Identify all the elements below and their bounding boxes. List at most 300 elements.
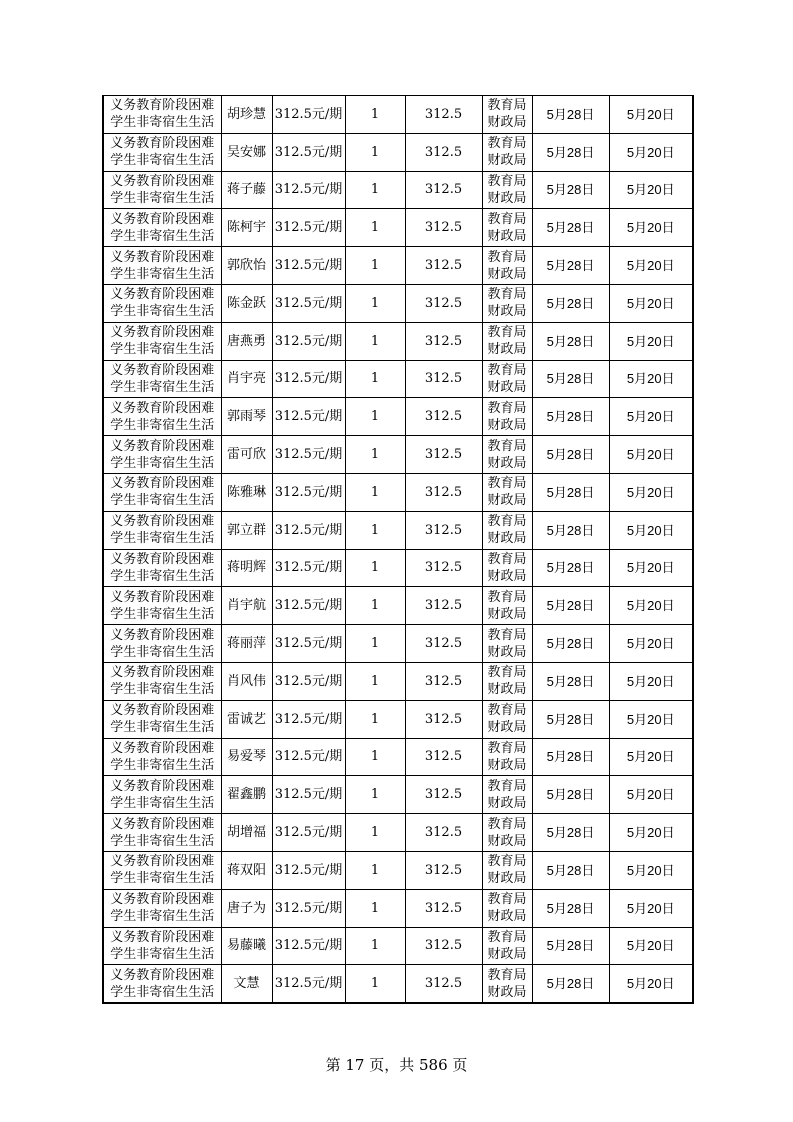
department-line1: 教育局 (487, 438, 527, 454)
quantity-cell: 1 (345, 511, 405, 549)
standard-cell: 312.5元/期 (272, 436, 345, 474)
student-name-cell: 唐子为 (221, 889, 272, 927)
department-line2: 财政局 (487, 720, 527, 736)
quantity-cell: 1 (345, 965, 405, 1003)
department-line2: 财政局 (487, 304, 527, 320)
date-cell-1: 5月28日 (532, 398, 609, 436)
subsidy-item-line2: 学生非寄宿生生活 (110, 531, 215, 547)
amount-cell: 312.5 (405, 851, 482, 889)
student-name-cell: 郭立群 (221, 511, 272, 549)
standard-cell: 312.5元/期 (272, 322, 345, 360)
subsidy-item-cell (103, 209, 221, 247)
table-row (103, 587, 693, 625)
student-name-cell: 雷诚艺 (221, 700, 272, 738)
department-line1: 教育局 (487, 136, 527, 152)
date-cell-2: 5月20日 (609, 209, 693, 247)
department-line1: 教育局 (487, 514, 527, 530)
quantity-cell: 1 (345, 171, 405, 209)
standard-cell: 312.5元/期 (272, 738, 345, 776)
table-row (103, 700, 693, 738)
amount-cell: 312.5 (405, 360, 482, 398)
department-cell (482, 398, 532, 436)
table-row (103, 625, 693, 663)
quantity-cell: 1 (345, 851, 405, 889)
department-line1: 教育局 (487, 967, 527, 983)
subsidy-item-line2: 学生非寄宿生生活 (110, 946, 215, 962)
department-cell (482, 851, 532, 889)
department-line2: 财政局 (487, 606, 527, 622)
amount-cell: 312.5 (405, 814, 482, 852)
date-cell-2: 5月20日 (609, 851, 693, 889)
department-cell (482, 549, 532, 587)
department-line1: 教育局 (487, 249, 527, 265)
standard-cell: 312.5元/期 (272, 133, 345, 171)
standard-cell: 312.5元/期 (272, 851, 345, 889)
date-cell-1: 5月28日 (532, 360, 609, 398)
subsidy-item-line2: 学生非寄宿生生活 (110, 304, 215, 320)
department-line2: 财政局 (487, 228, 527, 244)
subsidy-item-cell (103, 171, 221, 209)
student-name-cell: 翟鑫鹏 (221, 776, 272, 814)
student-name-cell: 肖风伟 (221, 662, 272, 700)
amount-cell: 312.5 (405, 473, 482, 511)
department-line2: 财政局 (487, 644, 527, 660)
department-line2: 财政局 (487, 342, 527, 358)
subsidy-item-line2: 学生非寄宿生生活 (110, 493, 215, 509)
student-name-cell: 易藤曦 (221, 927, 272, 965)
subsidy-item-line1: 义务教育阶段困难 (110, 665, 215, 681)
subsidy-item-line2: 学生非寄宿生生活 (110, 606, 215, 622)
date-cell-1: 5月28日 (532, 776, 609, 814)
amount-cell: 312.5 (405, 511, 482, 549)
department-cell (482, 360, 532, 398)
student-name-cell: 陈柯宇 (221, 209, 272, 247)
standard-cell: 312.5元/期 (272, 625, 345, 663)
table-row (103, 284, 693, 322)
department-cell (482, 322, 532, 360)
standard-cell: 312.5元/期 (272, 814, 345, 852)
standard-cell: 312.5元/期 (272, 700, 345, 738)
department-line1: 教育局 (487, 173, 527, 189)
date-cell-2: 5月20日 (609, 360, 693, 398)
quantity-cell: 1 (345, 662, 405, 700)
subsidy-item-line2: 学生非寄宿生生活 (110, 228, 215, 244)
quantity-cell: 1 (345, 398, 405, 436)
table-row (103, 360, 693, 398)
subsidy-item-line1: 义务教育阶段困难 (110, 98, 215, 114)
department-line2: 财政局 (487, 115, 527, 131)
subsidy-item-cell (103, 889, 221, 927)
department-cell (482, 436, 532, 474)
amount-cell: 312.5 (405, 587, 482, 625)
department-cell (482, 814, 532, 852)
table-row (103, 814, 693, 852)
quantity-cell: 1 (345, 96, 405, 134)
department-line1: 教育局 (487, 778, 527, 794)
department-line1: 教育局 (487, 665, 527, 681)
department-line2: 财政局 (487, 946, 527, 962)
department-cell (482, 133, 532, 171)
standard-cell: 312.5元/期 (272, 662, 345, 700)
subsidy-item-line1: 义务教育阶段困难 (110, 476, 215, 492)
subsidy-item-line2: 学生非寄宿生生活 (110, 342, 215, 358)
amount-cell: 312.5 (405, 965, 482, 1003)
date-cell-2: 5月20日 (609, 549, 693, 587)
subsidy-item-line1: 义务教育阶段困难 (110, 892, 215, 908)
date-cell-1: 5月28日 (532, 700, 609, 738)
standard-cell: 312.5元/期 (272, 209, 345, 247)
department-cell (482, 511, 532, 549)
date-cell-1: 5月28日 (532, 96, 609, 134)
table-row (103, 511, 693, 549)
student-name-cell: 胡珍慧 (221, 96, 272, 134)
date-cell-1: 5月28日 (532, 662, 609, 700)
subsidy-item-line1: 义务教育阶段困难 (110, 854, 215, 870)
table-row (103, 889, 693, 927)
amount-cell: 312.5 (405, 96, 482, 134)
date-cell-1: 5月28日 (532, 511, 609, 549)
subsidy-item-cell (103, 738, 221, 776)
subsidy-item-cell (103, 360, 221, 398)
subsidy-item-cell (103, 700, 221, 738)
date-cell-2: 5月20日 (609, 284, 693, 322)
subsidy-item-line2: 学生非寄宿生生活 (110, 644, 215, 660)
date-cell-2: 5月20日 (609, 662, 693, 700)
table-row (103, 398, 693, 436)
date-cell-2: 5月20日 (609, 398, 693, 436)
table-row (103, 436, 693, 474)
date-cell-1: 5月28日 (532, 814, 609, 852)
date-cell-1: 5月28日 (532, 436, 609, 474)
subsidy-item-cell (103, 625, 221, 663)
student-name-cell: 吴安娜 (221, 133, 272, 171)
department-line2: 财政局 (487, 795, 527, 811)
table-row (103, 247, 693, 285)
table-row (103, 927, 693, 965)
subsidy-item-line1: 义务教育阶段困难 (110, 929, 215, 945)
amount-cell: 312.5 (405, 209, 482, 247)
date-cell-2: 5月20日 (609, 700, 693, 738)
amount-cell: 312.5 (405, 738, 482, 776)
quantity-cell: 1 (345, 322, 405, 360)
subsidy-item-cell (103, 247, 221, 285)
department-line1: 教育局 (487, 551, 527, 567)
department-line2: 财政局 (487, 909, 527, 925)
student-name-cell: 易爱琴 (221, 738, 272, 776)
date-cell-2: 5月20日 (609, 473, 693, 511)
date-cell-1: 5月28日 (532, 133, 609, 171)
date-cell-1: 5月28日 (532, 851, 609, 889)
quantity-cell: 1 (345, 473, 405, 511)
subsidy-item-line1: 义务教育阶段困难 (110, 173, 215, 189)
amount-cell: 312.5 (405, 549, 482, 587)
student-name-cell: 蒋丽萍 (221, 625, 272, 663)
quantity-cell: 1 (345, 247, 405, 285)
date-cell-2: 5月20日 (609, 927, 693, 965)
standard-cell: 312.5元/期 (272, 398, 345, 436)
date-cell-1: 5月28日 (532, 927, 609, 965)
subsidy-item-line2: 学生非寄宿生生活 (110, 833, 215, 849)
date-cell-2: 5月20日 (609, 511, 693, 549)
amount-cell: 312.5 (405, 322, 482, 360)
department-line1: 教育局 (487, 740, 527, 756)
department-line2: 财政局 (487, 190, 527, 206)
subsidy-item-line1: 义务教育阶段困难 (110, 211, 215, 227)
amount-cell: 312.5 (405, 700, 482, 738)
department-cell (482, 473, 532, 511)
quantity-cell: 1 (345, 133, 405, 171)
date-cell-1: 5月28日 (532, 738, 609, 776)
quantity-cell: 1 (345, 209, 405, 247)
department-cell (482, 209, 532, 247)
date-cell-2: 5月20日 (609, 587, 693, 625)
amount-cell: 312.5 (405, 625, 482, 663)
quantity-cell: 1 (345, 700, 405, 738)
quantity-cell: 1 (345, 927, 405, 965)
department-line1: 教育局 (487, 400, 527, 416)
amount-cell: 312.5 (405, 398, 482, 436)
subsidy-item-line2: 学生非寄宿生生活 (110, 568, 215, 584)
subsidy-item-cell (103, 814, 221, 852)
department-cell (482, 625, 532, 663)
table-row (103, 209, 693, 247)
subsidy-item-cell (103, 473, 221, 511)
amount-cell: 312.5 (405, 889, 482, 927)
department-line1: 教育局 (487, 362, 527, 378)
department-line1: 教育局 (487, 325, 527, 341)
date-cell-1: 5月28日 (532, 247, 609, 285)
department-line2: 财政局 (487, 833, 527, 849)
date-cell-1: 5月28日 (532, 625, 609, 663)
department-line1: 教育局 (487, 816, 527, 832)
subsidy-item-cell (103, 965, 221, 1003)
subsidy-item-line1: 义务教育阶段困难 (110, 551, 215, 567)
date-cell-2: 5月20日 (609, 436, 693, 474)
student-name-cell: 蒋明辉 (221, 549, 272, 587)
subsidy-item-line1: 义务教育阶段困难 (110, 400, 215, 416)
standard-cell: 312.5元/期 (272, 587, 345, 625)
amount-cell: 312.5 (405, 171, 482, 209)
quantity-cell: 1 (345, 738, 405, 776)
date-cell-1: 5月28日 (532, 209, 609, 247)
standard-cell: 312.5元/期 (272, 171, 345, 209)
table-row (103, 965, 693, 1003)
amount-cell: 312.5 (405, 662, 482, 700)
department-cell (482, 965, 532, 1003)
quantity-cell: 1 (345, 889, 405, 927)
department-cell (482, 662, 532, 700)
department-line2: 财政局 (487, 266, 527, 282)
date-cell-2: 5月20日 (609, 625, 693, 663)
date-cell-2: 5月20日 (609, 776, 693, 814)
department-cell (482, 587, 532, 625)
table-row (103, 322, 693, 360)
date-cell-1: 5月28日 (532, 587, 609, 625)
subsidy-item-cell (103, 96, 221, 134)
date-cell-2: 5月20日 (609, 247, 693, 285)
subsidy-item-line1: 义务教育阶段困难 (110, 136, 215, 152)
subsidy-item-line1: 义务教育阶段困难 (110, 703, 215, 719)
student-name-cell: 陈金跃 (221, 284, 272, 322)
subsidy-item-line1: 义务教育阶段困难 (110, 778, 215, 794)
department-cell (482, 927, 532, 965)
quantity-cell: 1 (345, 549, 405, 587)
subsidy-item-line2: 学生非寄宿生生活 (110, 379, 215, 395)
subsidy-item-cell (103, 133, 221, 171)
subsidy-item-cell (103, 436, 221, 474)
standard-cell: 312.5元/期 (272, 776, 345, 814)
student-name-cell: 陈雅琳 (221, 473, 272, 511)
subsidy-item-line2: 学生非寄宿生生活 (110, 682, 215, 698)
subsidy-item-line2: 学生非寄宿生生活 (110, 909, 215, 925)
quantity-cell: 1 (345, 814, 405, 852)
subsidy-item-line1: 义务教育阶段困难 (110, 249, 215, 265)
date-cell-2: 5月20日 (609, 133, 693, 171)
department-cell (482, 889, 532, 927)
quantity-cell: 1 (345, 284, 405, 322)
standard-cell: 312.5元/期 (272, 360, 345, 398)
department-line1: 教育局 (487, 476, 527, 492)
subsidy-item-line1: 义务教育阶段困难 (110, 740, 215, 756)
table-row (103, 776, 693, 814)
subsidy-item-line1: 义务教育阶段困难 (110, 589, 215, 605)
date-cell-1: 5月28日 (532, 889, 609, 927)
date-cell-2: 5月20日 (609, 814, 693, 852)
quantity-cell: 1 (345, 436, 405, 474)
subsidy-item-line2: 学生非寄宿生生活 (110, 871, 215, 887)
quantity-cell: 1 (345, 360, 405, 398)
table-row (103, 133, 693, 171)
subsidy-item-cell (103, 662, 221, 700)
subsidy-item-line1: 义务教育阶段困难 (110, 287, 215, 303)
student-name-cell: 蒋双阳 (221, 851, 272, 889)
date-cell-2: 5月20日 (609, 738, 693, 776)
amount-cell: 312.5 (405, 247, 482, 285)
department-line2: 财政局 (487, 417, 527, 433)
date-cell-2: 5月20日 (609, 889, 693, 927)
department-line2: 财政局 (487, 493, 527, 509)
subsidy-item-cell (103, 511, 221, 549)
date-cell-1: 5月28日 (532, 965, 609, 1003)
standard-cell: 312.5元/期 (272, 284, 345, 322)
table-row (103, 738, 693, 776)
department-cell (482, 171, 532, 209)
subsidy-item-line2: 学生非寄宿生生活 (110, 417, 215, 433)
department-cell (482, 700, 532, 738)
department-cell (482, 776, 532, 814)
subsidy-item-line1: 义务教育阶段困难 (110, 325, 215, 341)
subsidy-item-cell (103, 927, 221, 965)
table-row (103, 662, 693, 700)
table-row (103, 96, 693, 134)
department-line1: 教育局 (487, 892, 527, 908)
subsidy-item-cell (103, 322, 221, 360)
subsidy-item-line2: 学生非寄宿生生活 (110, 795, 215, 811)
date-cell-1: 5月28日 (532, 322, 609, 360)
subsidy-item-cell (103, 549, 221, 587)
standard-cell: 312.5元/期 (272, 511, 345, 549)
department-cell (482, 284, 532, 322)
student-name-cell: 肖宇航 (221, 587, 272, 625)
department-line1: 教育局 (487, 929, 527, 945)
standard-cell: 312.5元/期 (272, 247, 345, 285)
department-line2: 财政局 (487, 757, 527, 773)
department-line2: 财政局 (487, 984, 527, 1000)
table-row (103, 171, 693, 209)
amount-cell: 312.5 (405, 776, 482, 814)
student-name-cell: 胡增福 (221, 814, 272, 852)
standard-cell: 312.5元/期 (272, 965, 345, 1003)
quantity-cell: 1 (345, 625, 405, 663)
department-line1: 教育局 (487, 627, 527, 643)
subsidy-item-line1: 义务教育阶段困难 (110, 438, 215, 454)
subsidy-item-line1: 义务教育阶段困难 (110, 816, 215, 832)
subsidy-item-line1: 义务教育阶段困难 (110, 627, 215, 643)
department-line2: 财政局 (487, 455, 527, 471)
department-line1: 教育局 (487, 703, 527, 719)
student-name-cell: 雷可欣 (221, 436, 272, 474)
date-cell-1: 5月28日 (532, 171, 609, 209)
standard-cell: 312.5元/期 (272, 473, 345, 511)
department-line2: 财政局 (487, 568, 527, 584)
standard-cell: 312.5元/期 (272, 96, 345, 134)
student-name-cell: 郭雨琴 (221, 398, 272, 436)
amount-cell: 312.5 (405, 927, 482, 965)
subsidy-item-cell (103, 284, 221, 322)
table-row (103, 473, 693, 511)
table-body (103, 96, 693, 1004)
department-line1: 教育局 (487, 589, 527, 605)
date-cell-2: 5月20日 (609, 322, 693, 360)
subsidy-item-line2: 学生非寄宿生生活 (110, 720, 215, 736)
department-line2: 财政局 (487, 682, 527, 698)
subsidy-item-line2: 学生非寄宿生生活 (110, 757, 215, 773)
date-cell-1: 5月28日 (532, 549, 609, 587)
date-cell-2: 5月20日 (609, 96, 693, 134)
table-row (103, 549, 693, 587)
student-name-cell: 唐燕勇 (221, 322, 272, 360)
department-cell (482, 247, 532, 285)
subsidy-item-line2: 学生非寄宿生生活 (110, 115, 215, 131)
subsidy-item-line1: 义务教育阶段困难 (110, 362, 215, 378)
student-name-cell: 蒋子藤 (221, 171, 272, 209)
date-cell-2: 5月20日 (609, 171, 693, 209)
department-line2: 财政局 (487, 379, 527, 395)
department-line2: 财政局 (487, 153, 527, 169)
quantity-cell: 1 (345, 776, 405, 814)
department-line2: 财政局 (487, 871, 527, 887)
department-line1: 教育局 (487, 98, 527, 114)
subsidy-item-line2: 学生非寄宿生生活 (110, 266, 215, 282)
subsidy-item-line1: 义务教育阶段困难 (110, 967, 215, 983)
standard-cell: 312.5元/期 (272, 549, 345, 587)
department-cell (482, 738, 532, 776)
table-row (103, 851, 693, 889)
subsidy-item-line2: 学生非寄宿生生活 (110, 455, 215, 471)
subsidy-item-cell (103, 776, 221, 814)
date-cell-1: 5月28日 (532, 473, 609, 511)
student-name-cell: 郭欣怡 (221, 247, 272, 285)
subsidy-item-cell (103, 587, 221, 625)
standard-cell: 312.5元/期 (272, 889, 345, 927)
amount-cell: 312.5 (405, 284, 482, 322)
amount-cell: 312.5 (405, 436, 482, 474)
student-name-cell: 文慧 (221, 965, 272, 1003)
student-name-cell: 肖宇亮 (221, 360, 272, 398)
subsidy-item-line2: 学生非寄宿生生活 (110, 190, 215, 206)
department-line1: 教育局 (487, 211, 527, 227)
page-number-footer: 第 17 页，共 586 页 (325, 1056, 468, 1074)
